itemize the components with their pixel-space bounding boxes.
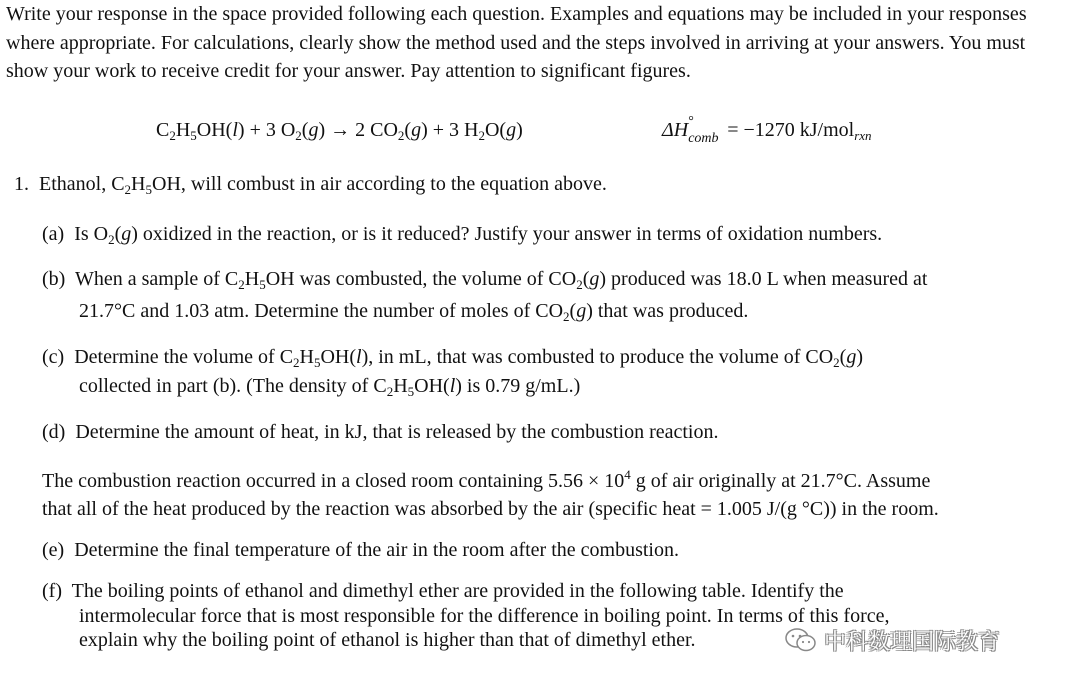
part-d: (d) Determine the amount of heat, in kJ, that is released by the combustion reaction. (42, 421, 719, 443)
part-a: (a) Is $O_2(g)$ oxidized in the reaction, or is it reduced? Justify your answer in terms of oxidation numbers. (42, 223, 883, 247)
room-paragraph-line-2: that all of the heat produced by the reaction was absorbed by the air (specific heat = 1.005 J/(g °C)) in the room. (42, 498, 939, 520)
enthalpy-of-combustion: ΔH ° comb = −1270 kJ/mol$_{rxn}$ (662, 114, 872, 146)
part-b-line-2: 21.7°C and 1.03 atm. Determine the number of moles of $CO_2(g)$ that was produced. (79, 300, 749, 324)
part-f-line-3: explain why the boiling point of ethanol is higher than that of dimethyl ether. (79, 629, 696, 651)
part-f-line-1: (f) The boiling points of ethanol and dimethyl ether are provided in the following table. Identify the (42, 580, 844, 602)
part-b-line-1: (b) When a sample of $C_2H_5OH$ was combusted, the volume of $CO_2(g)$ produced was 18.0 L when measured at (42, 268, 928, 292)
part-e: (e) Determine the final temperature of the air in the room after the combustion. (42, 539, 679, 561)
question-1-stem: 1. Ethanol, $C_2H_5OH$, will combust in air according to the equation above. (14, 173, 607, 197)
watermark-text: 中科数理国际教育 (824, 629, 1001, 655)
wechat-icon (784, 627, 818, 653)
part-c-line-1: (c) Determine the volume of $C_2H_5OH(l)$, in mL, that was combusted to produce the volume of $CO_2(g)$ (42, 346, 864, 370)
part-c-line-2: collected in part (b). (The density of $C_2H_5OH(l)$ is 0.79 g/mL.) (79, 375, 581, 399)
part-f-line-2: intermolecular force that is most responsible for the difference in boiling point. In terms of this force, (79, 605, 890, 627)
room-paragraph-line-1: The combustion reaction occurred in a closed room containing $5.56 \times 10^4$ g of air originally at 21.7°C. Assume (42, 467, 931, 492)
instructions-paragraph: Write your response in the space provided following each question. Examples and equations may be included in your responses where appropriate. For calculations, clearly show the method used and the steps involved in arriving at your answers. You must show your work to receive credit for your answer. Pay attention to significant figures. (6, 3, 1027, 82)
watermark (784, 624, 1000, 656)
combustion-equation: $C_2H_5OH(l) + 3$ $O_2(g) \to 2$ $CO_2(g) + 3$ $H_2O(g)$ (156, 119, 523, 143)
